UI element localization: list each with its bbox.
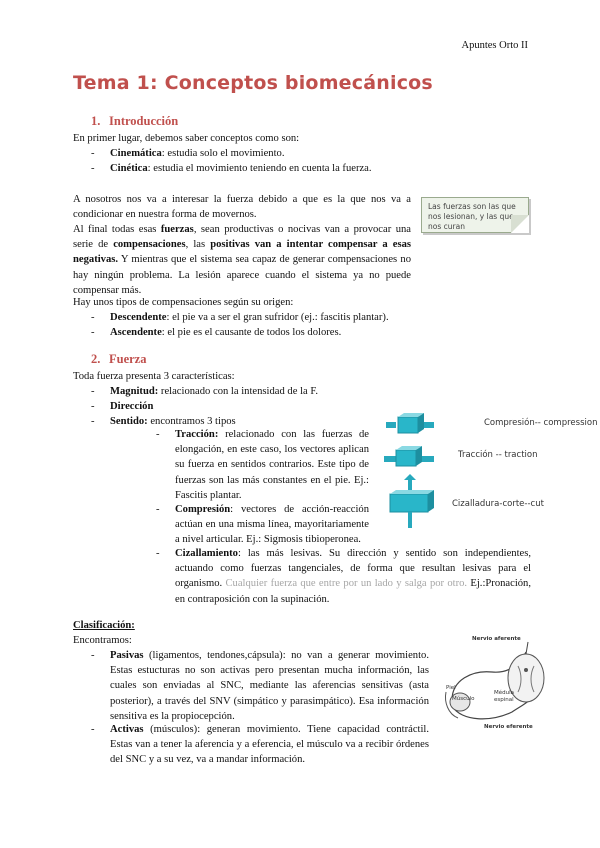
traction-icon [384, 446, 434, 466]
section-title: Introducción [109, 114, 179, 128]
compression-icon [386, 413, 434, 433]
diagram-label-piel: Piel [446, 685, 456, 691]
section-number: 1. [91, 114, 101, 128]
paragraph: Encontramos: [73, 635, 132, 646]
diagram-label-eferente: Nervio eferente [484, 724, 533, 730]
diagram-label-musculo: Músculo [452, 696, 475, 702]
paragraph: En primer lugar, debemos saber conceptos como son: [73, 133, 300, 144]
document-header: Apuntes Orto II [461, 40, 528, 51]
diagram-label-cizalla: Cizalladura-corte--cut [452, 499, 544, 509]
sticky-note: Las fuerzas son las que nos lesionan, y las que nos curan [421, 197, 529, 233]
diagram-label-traccion: Tracción -- traction [458, 450, 538, 460]
paragraph: Hay unos tipos de compensaciones según su origen: [73, 297, 294, 308]
page-title: Tema 1: Conceptos biomecánicos [73, 72, 433, 94]
paragraph: Al final todas esas fuerzas, sean productivas o nocivas van a provocar una serie de compensaciones, las positivas van a intentar compensar a esas negativas. Y mientras que el sistema sea capaz de generar compensaciones no hay ningún problema. La lesión aparece cuando el sistema ya no puede compensar más. [73, 224, 412, 296]
paragraph: Toda fuerza presenta 3 características: [73, 371, 235, 382]
paragraph: A nosotros nos va a interesar la fuerza debido a que es la que nos va a condicionar en nuestra forma de movernos. [73, 194, 411, 221]
diagram-label-aferente: Nervio aferente [472, 636, 521, 642]
term: Cinemática [110, 148, 162, 159]
diagram-label-medula: Médula espinal [494, 690, 515, 703]
section-heading-introduccion [91, 114, 178, 129]
shear-icon [390, 474, 434, 528]
term: Cinética [110, 163, 148, 174]
section-heading-fuerza: 2. Fuerza [91, 352, 147, 366]
subsection-heading: Clasificación: [73, 620, 135, 631]
diagram-label-compresion: Compresión-- compression [484, 418, 598, 428]
